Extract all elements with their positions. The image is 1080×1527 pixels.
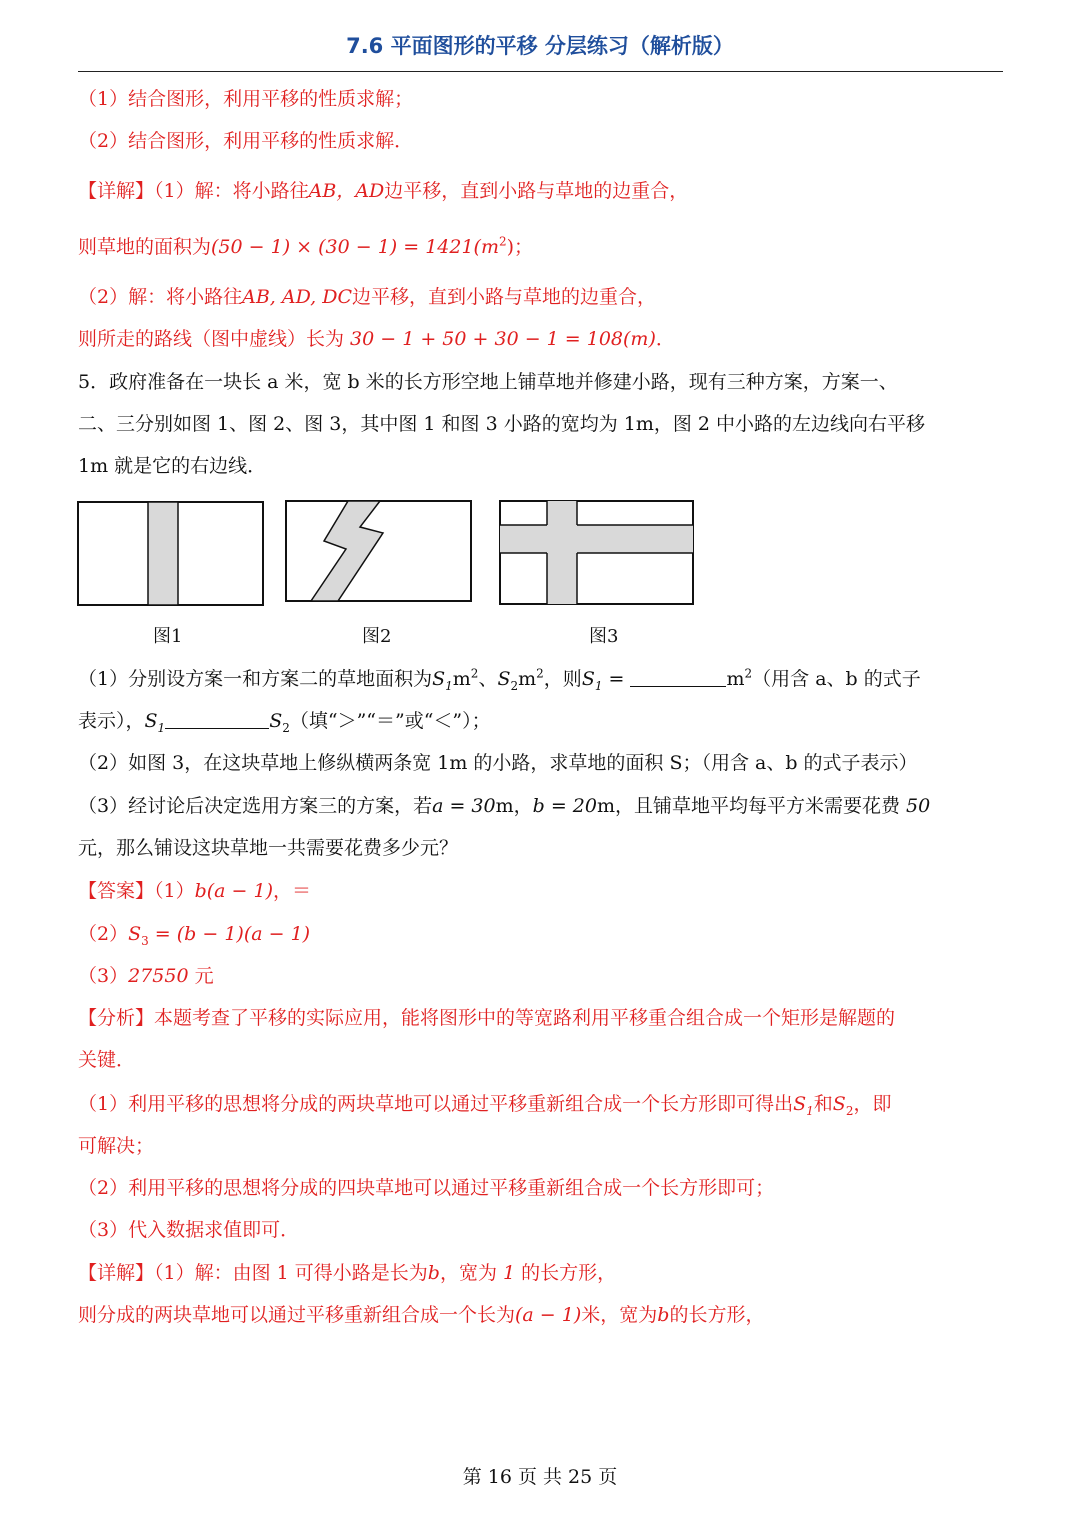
- prev-analysis-1: （1）结合图形，利用平移的性质求解；: [78, 88, 414, 110]
- analysis-6: （3）代入数据求值即可．: [78, 1219, 300, 1241]
- prev-detail-3: （2）解：将小路往AB, AD, DC边平移，直到小路与草地的边重合，: [78, 286, 656, 308]
- answer-2: $(2)S_3 = (b - 1)(a - 1)$: [78, 923, 311, 948]
- header-divider: [78, 71, 1003, 72]
- q5-line-1: 5．政府准备在一块长 a 米，宽 b 米的长方形空地上铺草地并修建小路，现有三种方案，方案一、: [78, 371, 898, 393]
- page-footer: 第 16 页 共 25 页: [462, 1466, 618, 1488]
- answer-1: 【答案】（1）b(a − 1)，＝: [78, 880, 312, 902]
- answer-tag: 【答案】: [78, 880, 155, 902]
- q5-line-2: 二、三分别如图 1、图 2、图 3，其中图 1 和图 3 小路的宽均为 1m，图 2 中小路的左边线向右平移: [78, 413, 926, 435]
- figure-2-caption: 图2: [362, 626, 392, 647]
- prev-detail-1: 【详解】（1）解：将小路往AB，AD边平移，直到小路与草地的边重合，: [78, 180, 689, 202]
- q5-part3-line1: （3）经讨论后决定选用方案三的方案，若a = 30m，b = 20m，且铺草地平均每平方米需要花费 50: [78, 795, 931, 817]
- analysis-5: （2）利用平移的思想将分成的四块草地可以通过平移重新组合成一个长方形即可；: [78, 1177, 775, 1199]
- q5-part2: （2）如图 3，在这块草地上修纵横两条宽 1m 的小路，求草地的面积 S；（用含 a、b 的式子表示）: [78, 752, 918, 774]
- page-header-title: 7.6 平面图形的平移 分层练习（解析版）: [346, 34, 734, 58]
- figure-3-caption: 图3: [589, 626, 619, 647]
- q5-part1-line1: （1）分别设方案一和方案二的草地面积为$S_1m^2$、$S_2m^2$，则$S_1 = m^2$（用含 a、b 的式子: [78, 666, 921, 693]
- prev-detail-4: 则所走的路线（图中虚线）长为 30 − 1 + 50 + 30 − 1 = 108(m)．: [78, 328, 675, 350]
- prev-analysis-2: （2）结合图形，利用平移的性质求解．: [78, 130, 414, 152]
- q5-part1-line2: 表示），$S_1$ $S_2$（填“＞”“＝”或“＜”）；: [78, 710, 491, 735]
- detail-1: 【详解】（1）解：由图 1 可得小路是长为b，宽为 1 的长方形，: [78, 1262, 617, 1284]
- prev-detail-2: 则草地的面积为$(50 - 1) \times (30 - 1) = 1421(m^2)$；: [78, 234, 534, 258]
- q5-line-3: 1m 就是它的右边线．: [78, 455, 267, 477]
- detail-tag-2: 【详解】: [78, 1262, 155, 1284]
- figure-1-plan-one: [76, 500, 266, 608]
- q5-part3-line2: 元，那么铺设这块草地一共需要花费多少元？: [78, 837, 459, 859]
- detail-tag: 【详解】: [78, 180, 155, 202]
- detail-2: 则分成的两块草地可以通过平移重新组合成一个长为(a − 1)米，宽为b的长方形，: [78, 1304, 765, 1326]
- answer-blank-1[interactable]: [630, 668, 726, 687]
- figure-1-caption: 图1: [153, 626, 183, 647]
- answer-blank-2[interactable]: [165, 710, 269, 729]
- analysis-1: 【分析】本题考查了平移的实际应用，能将图形中的等宽路利用平移重合组合成一个矩形是解题的: [78, 1007, 896, 1029]
- figure-2-plan-two: [284, 499, 474, 605]
- analysis-4: 可解决；: [78, 1135, 155, 1157]
- analysis-2: 关键．: [78, 1049, 136, 1071]
- figure-3-plan-three: [498, 499, 696, 607]
- analysis-3: （1）利用平移的思想将分成的两块草地可以通过平移重新组合成一个长方形即可得出$S_1$和$S_2$，即: [78, 1093, 892, 1118]
- answer-3: （3）27550 元: [78, 965, 214, 987]
- analysis-tag: 【分析】: [78, 1007, 155, 1029]
